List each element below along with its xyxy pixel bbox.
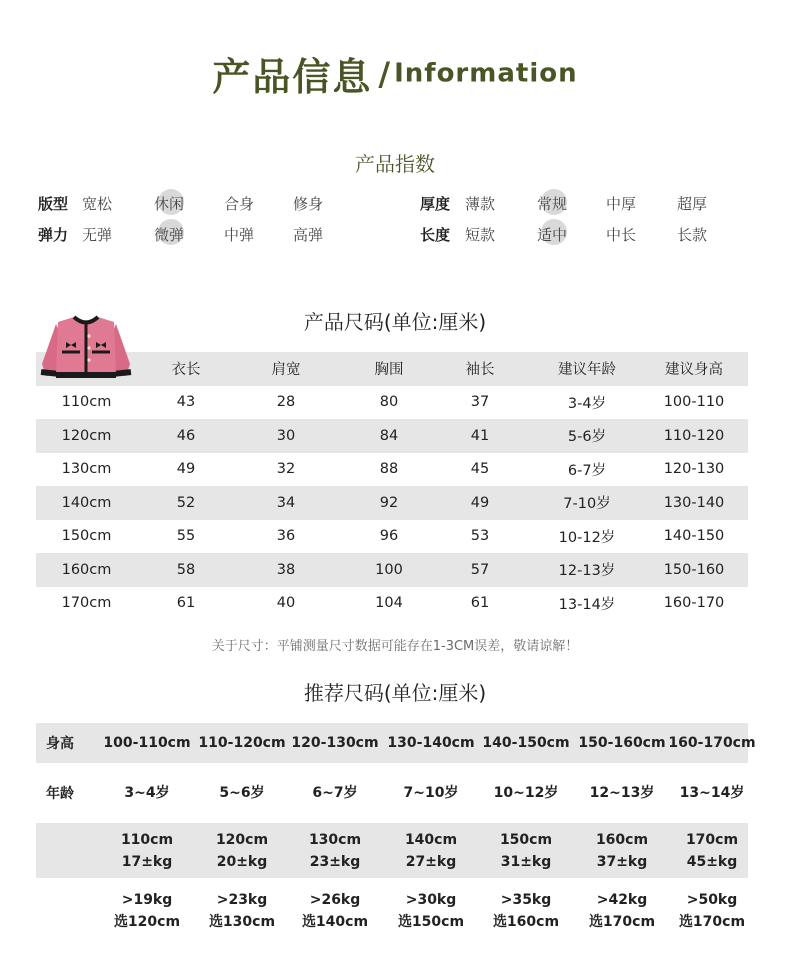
size-table bbox=[36, 352, 748, 620]
table-cell: 12-13岁 bbox=[558, 563, 616, 580]
size-cell: 140cm bbox=[61, 494, 112, 511]
table-cell: 10-12岁 bbox=[558, 529, 616, 546]
rec-label-age: 年龄 bbox=[46, 786, 74, 802]
table-row bbox=[36, 553, 748, 587]
size-note: 关于尺寸：平铺测量尺寸数据可能存在1-3CM误差，敬请谅解！ bbox=[211, 639, 579, 654]
index-option: 长款 bbox=[677, 226, 708, 244]
index-label-fit: 版型 bbox=[38, 195, 69, 213]
index-option: 中弹 bbox=[224, 226, 255, 244]
rec-weight-cell-text: 160cm bbox=[595, 831, 649, 848]
table-cell: 5-6岁 bbox=[567, 429, 607, 446]
table-cell: 40 bbox=[276, 595, 296, 612]
rec-height-cell bbox=[385, 723, 477, 763]
header-cell: 袖长 bbox=[465, 362, 495, 379]
rec-age-cell-text: 5~6岁 bbox=[219, 785, 265, 801]
rec-weight-cell bbox=[101, 823, 193, 878]
rec-weight-cell-text: 170cm bbox=[685, 831, 739, 848]
index-option-selected: 休闲 bbox=[154, 195, 185, 213]
header-cell: 胸围 bbox=[374, 362, 404, 379]
table-cell: 140-150 bbox=[663, 528, 725, 545]
size-table-header bbox=[36, 352, 748, 386]
table-row bbox=[36, 486, 748, 520]
rec-over-cell-text: 选160cm bbox=[492, 913, 560, 930]
rec-over-cell-text: >35kg bbox=[500, 891, 552, 908]
size-cell: 120cm bbox=[61, 427, 112, 444]
rec-weight-cell bbox=[385, 823, 477, 878]
table-cell: 37 bbox=[470, 394, 490, 411]
rec-weight-cell-text: 45±kg bbox=[686, 853, 738, 870]
index-label-length: 长度 bbox=[420, 226, 451, 244]
rec-age-cell-text: 13~14岁 bbox=[679, 785, 745, 801]
rec-over-cell bbox=[101, 878, 193, 943]
rec-height-cell-text: 130-140cm bbox=[387, 735, 475, 751]
rec-age-cell-text: 10~12岁 bbox=[493, 785, 559, 801]
table-cell: 88 bbox=[379, 461, 399, 478]
rec-over-cell-text: 选170cm bbox=[588, 913, 656, 930]
rec-over-cell-text: >23kg bbox=[216, 891, 268, 908]
rec-age-cell bbox=[289, 763, 381, 823]
table-row bbox=[36, 453, 748, 487]
rec-weight-cell bbox=[480, 823, 572, 878]
header-cell: 肩宽 bbox=[271, 362, 301, 379]
table-cell: 41 bbox=[470, 427, 490, 444]
rec-age-cell bbox=[385, 763, 477, 823]
rec-weight-cell-text: 27±kg bbox=[405, 853, 457, 870]
rec-over-cell-text: 选150cm bbox=[397, 913, 465, 930]
rec-age-cell bbox=[196, 763, 288, 823]
table-cell: 49 bbox=[176, 461, 196, 478]
table-cell: 13-14岁 bbox=[558, 596, 616, 613]
table-cell: 45 bbox=[470, 461, 490, 478]
table-cell: 110-120 bbox=[663, 427, 725, 444]
index-option: 中长 bbox=[606, 226, 637, 244]
rec-over-cell-text: 选140cm bbox=[301, 913, 369, 930]
rec-row-height bbox=[36, 723, 756, 763]
table-cell: 30 bbox=[276, 427, 296, 444]
table-cell: 34 bbox=[276, 494, 296, 511]
header-cell: 建议身高 bbox=[665, 362, 723, 379]
rec-height-cell bbox=[289, 723, 381, 763]
rec-height-cell-text: 160-170cm bbox=[668, 735, 756, 751]
table-cell: 3-4岁 bbox=[567, 395, 607, 412]
rec-weight-cell bbox=[196, 823, 288, 878]
rec-height-cell bbox=[666, 723, 758, 763]
size-cell: 170cm bbox=[61, 595, 112, 612]
index-option: 薄款 bbox=[465, 195, 496, 213]
header-cell: 衣长 bbox=[171, 362, 201, 379]
rec-height-cell-text: 110-120cm bbox=[198, 735, 286, 751]
rec-weight-cell bbox=[289, 823, 381, 878]
rec-age-cell-text: 3~4岁 bbox=[124, 785, 170, 801]
rec-age-cell-text: 6~7岁 bbox=[312, 785, 358, 801]
page-title: 产品信息 bbox=[212, 55, 373, 99]
rec-age-cell bbox=[101, 763, 193, 823]
size-cell: 150cm bbox=[61, 528, 112, 545]
rec-label-height: 身高 bbox=[46, 736, 74, 752]
table-cell: 100-110 bbox=[663, 394, 725, 411]
index-option: 合身 bbox=[224, 195, 255, 213]
rec-weight-cell-text: 120cm bbox=[215, 831, 269, 848]
rec-age-cell bbox=[576, 763, 668, 823]
size-cell: 130cm bbox=[61, 461, 112, 478]
rec-weight-cell-text: 23±kg bbox=[309, 853, 361, 870]
rec-weight-cell-text: 110cm bbox=[120, 831, 174, 848]
table-cell: 46 bbox=[176, 427, 196, 444]
table-cell: 52 bbox=[176, 494, 196, 511]
table-cell: 160-170 bbox=[663, 595, 725, 612]
rec-over-cell-text: >30kg bbox=[405, 891, 457, 908]
table-cell: 36 bbox=[276, 528, 296, 545]
rec-over-cell bbox=[666, 878, 758, 943]
rec-height-cell bbox=[196, 723, 288, 763]
rec-row-age bbox=[36, 763, 748, 823]
rec-over-cell-text: >42kg bbox=[596, 891, 648, 908]
table-cell: 150-160 bbox=[663, 561, 725, 578]
table-cell: 7-10岁 bbox=[563, 496, 611, 513]
rec-over-cell-text: 选120cm bbox=[113, 913, 181, 930]
index-option: 中厚 bbox=[606, 195, 637, 213]
rec-height-cell bbox=[480, 723, 572, 763]
rec-height-cell-text: 120-130cm bbox=[291, 735, 379, 751]
index-option-selected: 适中 bbox=[537, 226, 568, 244]
rec-height-cell bbox=[576, 723, 668, 763]
index-option-selected: 微弹 bbox=[154, 226, 185, 244]
rec-height-cell-text: 150-160cm bbox=[578, 735, 666, 751]
rec-age-cell-text: 7~10岁 bbox=[403, 785, 459, 801]
index-option: 无弹 bbox=[82, 226, 113, 244]
rec-age-cell bbox=[480, 763, 572, 823]
table-row bbox=[36, 587, 748, 621]
index-label-elasticity: 弹力 bbox=[38, 226, 69, 244]
table-cell: 120-130 bbox=[663, 461, 725, 478]
rec-over-cell-text: 选170cm bbox=[678, 913, 746, 930]
table-cell: 92 bbox=[379, 494, 399, 511]
rec-height-cell-text: 100-110cm bbox=[103, 735, 191, 751]
title-slash: / bbox=[378, 54, 391, 93]
table-cell: 58 bbox=[176, 561, 196, 578]
rec-weight-cell-text: 17±kg bbox=[121, 853, 173, 870]
rec-over-cell-text: >26kg bbox=[309, 891, 361, 908]
table-cell: 43 bbox=[176, 394, 196, 411]
rec-height-cell-text: 140-150cm bbox=[482, 735, 570, 751]
index-option: 宽松 bbox=[82, 195, 113, 213]
table-cell: 55 bbox=[176, 528, 196, 545]
size-cell: 160cm bbox=[61, 561, 112, 578]
index-label-thickness: 厚度 bbox=[420, 195, 451, 213]
index-section-title: 产品指数 bbox=[355, 152, 435, 176]
header-cell: 建议年龄 bbox=[558, 362, 616, 379]
table-cell: 100 bbox=[375, 561, 403, 578]
rec-over-cell bbox=[480, 878, 572, 943]
table-cell: 32 bbox=[276, 461, 296, 478]
index-option: 高弹 bbox=[293, 226, 324, 244]
rec-over-cell bbox=[289, 878, 381, 943]
rec-over-cell-text: >50kg bbox=[686, 891, 738, 908]
table-cell: 61 bbox=[470, 595, 490, 612]
rec-over-cell bbox=[385, 878, 477, 943]
index-option: 超厚 bbox=[677, 195, 708, 213]
table-cell: 53 bbox=[470, 528, 490, 545]
rec-weight-cell bbox=[576, 823, 668, 878]
rec-over-cell bbox=[196, 878, 288, 943]
table-cell: 49 bbox=[470, 494, 490, 511]
table-cell: 104 bbox=[375, 595, 403, 612]
rec-weight-cell-text: 140cm bbox=[404, 831, 458, 848]
index-option-selected: 常规 bbox=[537, 195, 568, 213]
table-cell: 96 bbox=[379, 528, 399, 545]
jacket-image bbox=[38, 314, 134, 380]
rec-table bbox=[36, 723, 756, 943]
table-cell: 6-7岁 bbox=[567, 462, 607, 479]
table-row bbox=[36, 419, 748, 453]
index-option: 短款 bbox=[465, 226, 496, 244]
rec-over-cell-text: 选130cm bbox=[208, 913, 276, 930]
table-cell: 28 bbox=[276, 394, 296, 411]
rec-over-cell-text: >19kg bbox=[121, 891, 173, 908]
size-section-title: 产品尺码(单位:厘米) bbox=[303, 310, 487, 334]
rec-weight-cell-text: 20±kg bbox=[216, 853, 268, 870]
rec-age-cell-text: 12~13岁 bbox=[589, 785, 655, 801]
table-cell: 84 bbox=[379, 427, 399, 444]
table-cell: 57 bbox=[470, 561, 490, 578]
rec-age-cell bbox=[666, 763, 758, 823]
rec-weight-cell-text: 31±kg bbox=[500, 853, 552, 870]
page-title-english: Information bbox=[394, 58, 578, 89]
table-cell: 130-140 bbox=[663, 494, 725, 511]
rec-section-title: 推荐尺码(单位:厘米) bbox=[303, 681, 487, 705]
rec-weight-cell-text: 130cm bbox=[308, 831, 362, 848]
page-header bbox=[0, 46, 790, 101]
rec-over-cell bbox=[576, 878, 668, 943]
rec-row-weight bbox=[36, 823, 748, 878]
table-cell: 80 bbox=[379, 394, 399, 411]
table-row bbox=[36, 386, 748, 420]
rec-weight-cell-text: 37±kg bbox=[596, 853, 648, 870]
table-cell: 61 bbox=[176, 595, 196, 612]
rec-height-cell bbox=[101, 723, 193, 763]
rec-row-over bbox=[36, 878, 748, 943]
table-cell: 38 bbox=[276, 561, 296, 578]
rec-weight-cell bbox=[666, 823, 758, 878]
index-option: 修身 bbox=[293, 195, 324, 213]
table-row bbox=[36, 520, 748, 554]
size-cell: 110cm bbox=[61, 394, 112, 411]
rec-weight-cell-text: 150cm bbox=[499, 831, 553, 848]
